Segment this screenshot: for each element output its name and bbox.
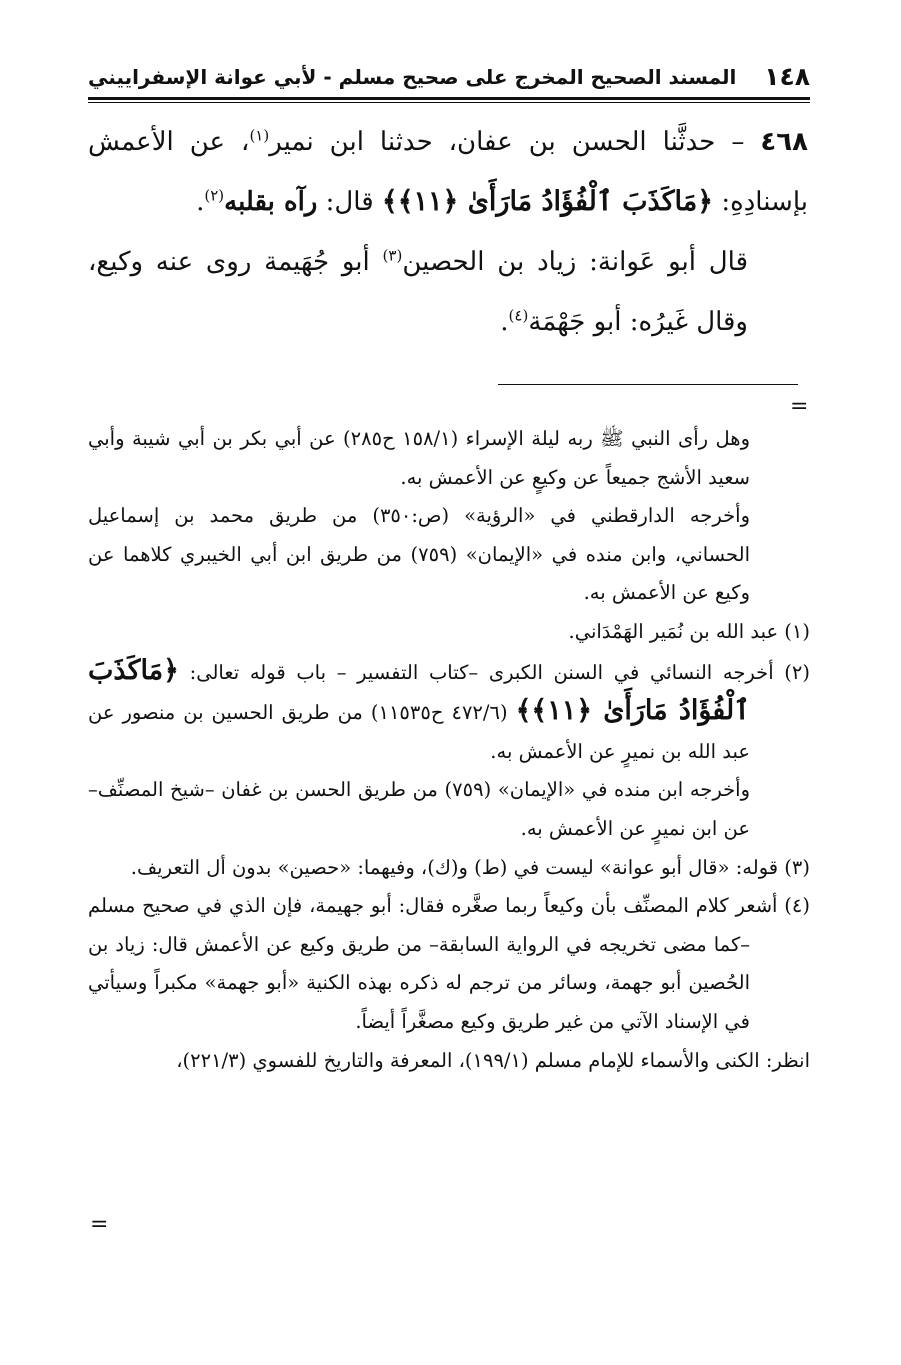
comment-text-a: قال أبو عَوانة: زياد بن الحصين [402,247,749,277]
hadith-number: ٤٦٨ [760,127,808,157]
footnote-1: (١) عبد الله بن نُمَير الهَمْدَاني. [568,619,810,643]
abu-awana-comment [88,232,808,352]
footnote-separator [498,384,798,385]
matn-text: رآه بقلبه [224,187,318,217]
footnote-2-text-b: (٤٧٢/٦ ح١١٥٣٥) من طريق الحسين بن منصور عن عبد الله بن نميرٍ عن الأعمش به. [88,701,750,763]
footnote-continuation-1: وهل رأى النبي ﷺ ربه ليلة الإسراء (١٥٨/١ ح٢٨٥) عن أبي بكر بن أبي شيبة وأبي سعيد الأشج جميعاً عن وكيعٍ عن الأعمش به. [88,427,750,489]
header-rule-thin [88,102,810,103]
qala-text: قال: [317,187,382,217]
comment-text-b: أبو جُهَيمة روى عنه وكيع، وقال غَيرُه: أبو جَهْمَة [88,247,748,337]
quran-verse: ﴿مَاكَذَبَ ٱلْفُؤَادُ مَارَأَىٰ ﴿١١﴾﴾ [381,186,714,217]
footnote-2 [88,652,810,772]
period: . [196,187,205,217]
footnote-2-quran-verse: ﴿مَاكَذَبَ ٱلْفُؤَادُ مَارَأَىٰ ﴿١١﴾﴾ [88,654,751,727]
footnote-4-references: انظر: الكنى والأسماء للإمام مسلم (١٩٩/١)، المعرفة والتاريخ للفسوي (٢٢١/٣)، [176,1048,810,1072]
footnote-3: (٣) قوله: «قال أبو عوانة» ليست في (ط) و(ك)، وفيهما: «حصين» بدون أل التعريف. [130,855,810,879]
header-rule-thick [88,97,810,100]
isnad-continuation: بإسنادِهِ: [713,187,808,217]
continuation-mark-top: = [790,394,809,419]
isnad-text-end: ، عن الأعمش [88,127,250,157]
footnote-ref-3: (٣) [382,246,403,265]
continuation-mark-bottom: = [90,1212,109,1237]
page-header [88,62,810,94]
period: . [500,307,509,337]
footnote-4: (٤) أشعر كلام المصنِّف بأن وكيعاً ربما صغَّره فقال: أبو جهيمة، فإن الذي في صحيح مسلم –كما مضى تخريجه في الرواية السابقة– من طريق وكيع عن الأعمش قال: زياد بن الحُصين أبو جهمة، وسائر من ترجم له ذكره بهذه الكنية «أبو جهمة» مكبراً وسيأتي في الإسناد الآتي من غير طريق وكيع مصغَّراً أيضاً. [88,894,810,1033]
page-number: ١٤٨ [764,62,810,91]
hadith-paragraph [88,112,808,232]
footnote-ref-2: (٢) [204,186,225,205]
footnote-continuation-2: وأخرجه الدارقطني في «الرؤية» (ص:٣٥٠) من طريق محمد بن إسماعيل الحساني، وابن منده في «الإيمان» (٧٥٩) من طريق ابن أبي الخيبري كلاهما عن وكيع عن الأعمش به. [88,504,750,605]
footnote-ref-1: (١) [249,126,270,145]
footnote-ref-4: (٤) [508,306,529,325]
main-text [88,112,808,352]
isnad-text: – حدثَّنا الحسن بن عفان، حدثنا ابن نمير [269,127,761,157]
footnotes [88,420,810,1080]
footnote-2-text-a: (٢) أخرجه النسائي في السنن الكبرى –كتاب التفسير – باب قوله تعالى: [178,660,810,684]
footnote-2-continuation: وأخرجه ابن منده في «الإيمان» (٧٥٩) من طريق الحسن بن غفان –شيخ المصنِّف– عن ابن نميرٍ عن الأعمش به. [88,778,750,840]
running-title: المسند الصحيح المخرج على صحيح مسلم - لأبي عوانة الإسفراييني [88,65,737,89]
